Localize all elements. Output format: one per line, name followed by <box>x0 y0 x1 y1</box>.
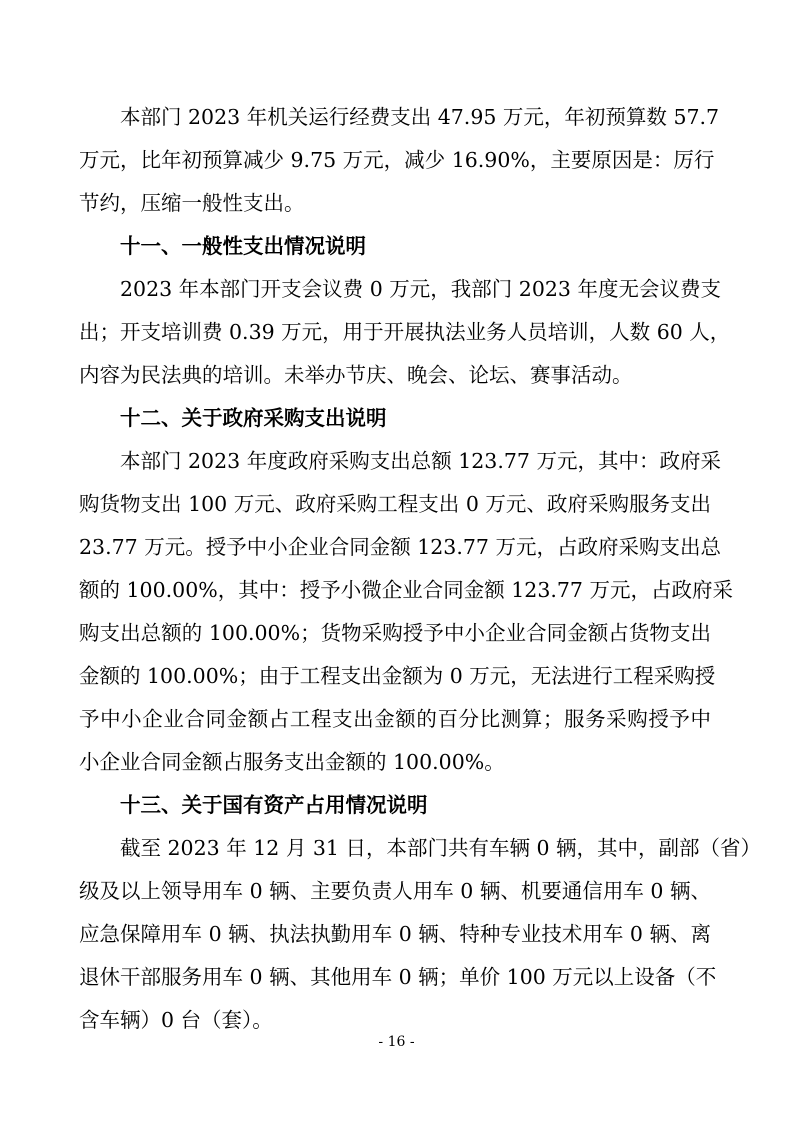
paragraph-line <box>0 656 793 696</box>
paragraph-line <box>0 484 793 524</box>
paragraph-line <box>0 914 793 954</box>
paragraph-line <box>0 97 793 137</box>
paragraph-line <box>0 527 793 567</box>
paragraph-text: 小企业合同金额占服务支出金额的 100.00%。 <box>79 750 505 774</box>
paragraph-text: 退休干部服务用车 0 辆、其他用车 0 辆；单价 100 万元以上设备（不 <box>79 965 717 989</box>
paragraph-text: 级及以上领导用车 0 辆、主要负责人用车 0 辆、机要通信用车 0 辆、 <box>79 879 711 903</box>
section-heading <box>0 226 793 266</box>
paragraph-line <box>0 441 793 481</box>
paragraph-line <box>0 140 793 180</box>
paragraph-line <box>0 269 793 309</box>
section-heading-text: 十三、关于国有资产占用情况说明 <box>120 793 428 817</box>
paragraph-line <box>0 312 793 352</box>
page-number: - 16 - <box>378 1034 415 1050</box>
paragraph-text: 内容为民法典的培训。未举办节庆、晚会、论坛、赛事活动。 <box>79 363 633 387</box>
paragraph-text: 23.77 万元。授予中小企业合同金额 123.77 万元，占政府采购支出总 <box>79 535 721 559</box>
paragraph-line <box>0 183 793 223</box>
paragraph-line <box>0 828 793 868</box>
paragraph-text: 2023 年本部门开支会议费 0 万元，我部门 2023 年度无会议费支 <box>120 277 721 301</box>
section-heading-text: 十二、关于政府采购支出说明 <box>120 406 387 430</box>
paragraph-text: 购货物支出 100 万元、政府采购工程支出 0 万元、政府采购服务支出 <box>79 492 711 516</box>
paragraph-text: 额的 100.00%，其中：授予小微企业合同金额 123.77 万元，占政府采 <box>79 578 733 602</box>
paragraph-text: 出；开支培训费 0.39 万元，用于开展执法业务人员培训，人数 60 人， <box>79 320 731 344</box>
paragraph-text: 节约，压缩一般性支出。 <box>79 191 305 215</box>
paragraph-line <box>0 742 793 782</box>
paragraph-line <box>0 957 793 997</box>
section-heading <box>0 398 793 438</box>
paragraph-text: 予中小企业合同金额占工程支出金额的百分比测算；服务采购授予中 <box>79 707 711 731</box>
paragraph-line <box>0 570 793 610</box>
paragraph-line <box>0 613 793 653</box>
section-heading <box>0 785 793 825</box>
paragraph-line <box>0 355 793 395</box>
paragraph-text: 截至 2023 年 12 月 31 日，本部门共有车辆 0 辆，其中，副部（省） <box>120 836 762 860</box>
paragraph-text: 购支出总额的 100.00%；货物采购授予中小企业合同金额占货物支出 <box>79 621 711 645</box>
paragraph-text: 金额的 100.00%；由于工程支出金额为 0 万元，无法进行工程采购授 <box>79 664 716 688</box>
paragraph-text: 本部门 2023 年度政府采购支出总额 123.77 万元，其中：政府采 <box>120 449 721 473</box>
paragraph-text: 含车辆）0 台（套）。 <box>79 1008 273 1032</box>
paragraph-line <box>0 871 793 911</box>
paragraph-text: 应急保障用车 0 辆、执法执勤用车 0 辆、特种专业技术用车 0 辆、离 <box>79 922 711 946</box>
paragraph-text: 本部门 2023 年机关运行经费支出 47.95 万元，年初预算数 57.7 <box>120 105 720 129</box>
paragraph-line <box>0 699 793 739</box>
paragraph-text: 万元，比年初预算减少 9.75 万元，减少 16.90%，主要原因是：厉行 <box>79 148 715 172</box>
section-heading-text: 十一、一般性支出情况说明 <box>120 234 366 258</box>
